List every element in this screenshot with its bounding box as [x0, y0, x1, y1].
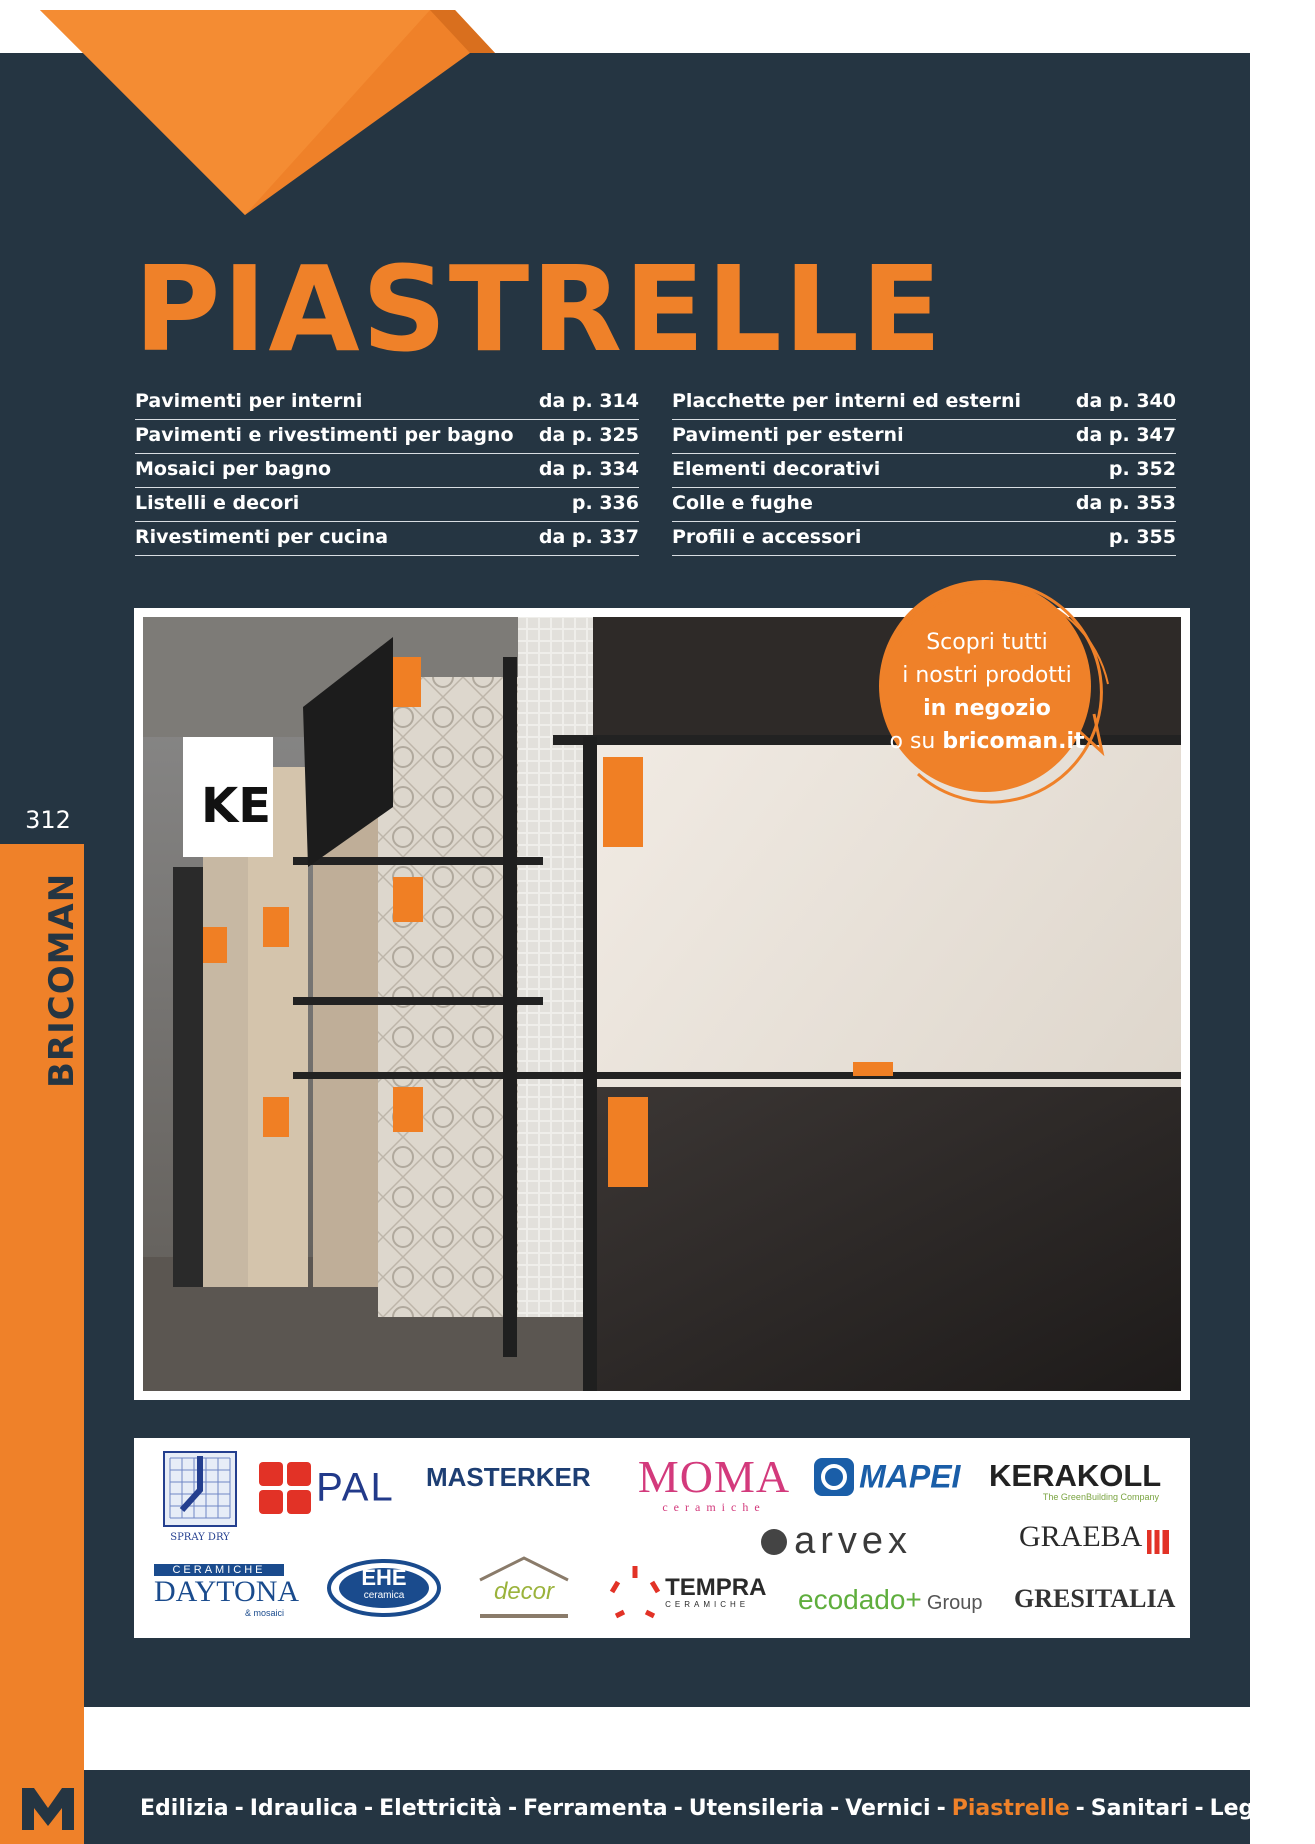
footer-link-idraulica[interactable]: Idraulica: [249, 1796, 358, 1821]
footer-link-ferramenta[interactable]: Ferramenta: [523, 1796, 668, 1821]
toc-row-rivestimenti-per-cucina[interactable]: [135, 524, 639, 556]
toc-page-ref: p. 336: [571, 492, 639, 514]
footer-separator: -: [508, 1796, 518, 1821]
logo-decor: decor: [474, 1554, 574, 1624]
footer-link-legnami[interactable]: Legnami: [1209, 1796, 1315, 1821]
logo-mapei: MAPEI: [814, 1458, 960, 1496]
toc-page-ref: da p. 314: [538, 390, 639, 412]
logo-spray-dry: SPRAY DRY: [162, 1450, 242, 1550]
logo-daytona: CERAMICHE DAYTONA & mosaici: [154, 1564, 300, 1618]
toc-label: Mosaici per bagno: [135, 458, 332, 480]
footer-separator: -: [364, 1796, 374, 1821]
website-link[interactable]: bricoman.it: [942, 729, 1085, 754]
toc-label: Colle e fughe: [672, 492, 813, 514]
toc-page-ref: da p. 334: [538, 458, 639, 480]
toc-page-ref: da p. 337: [538, 526, 639, 548]
promo-line-4: o su bricoman.it: [889, 729, 1085, 754]
page-title: PIASTRELLE: [134, 240, 944, 378]
logo-tempra: TEMPRA CERAMICHE: [610, 1564, 766, 1620]
footer-separator: -: [1194, 1796, 1204, 1821]
toc-row-mosaici-per-bagno[interactable]: [135, 456, 639, 488]
toc-page-ref: da p. 325: [538, 424, 639, 446]
toc-label: Elementi decorativi: [672, 458, 881, 480]
logo-gresitalia: GRESITALIA: [1014, 1584, 1176, 1613]
toc-row-placchette-per-interni-ed-esterni[interactable]: [672, 388, 1176, 420]
logo-ecodado: ecodado+ Group: [798, 1584, 983, 1615]
brand-logos-strip: [134, 1438, 1190, 1638]
logo-moma: MOMA ceramiche: [637, 1451, 791, 1514]
footer-link-edilizia[interactable]: Edilizia: [140, 1796, 229, 1821]
toc-right-column: [672, 388, 1176, 558]
logo-arvex: arvex: [759, 1520, 912, 1563]
promo-text: [858, 626, 1116, 758]
toc-label: Profili e accessori: [672, 526, 862, 548]
orange-triangle-decoration: [0, 0, 520, 230]
bricoman-m-logo: [20, 1786, 76, 1832]
footer-separator: -: [936, 1796, 946, 1821]
toc-label: Pavimenti e rivestimenti per bagno: [135, 424, 514, 446]
footer-separator: -: [234, 1796, 244, 1821]
footer-separator: -: [1075, 1796, 1085, 1821]
toc-label: Placchette per interni ed esterni: [672, 390, 1022, 412]
toc-page-ref: da p. 340: [1075, 390, 1176, 412]
toc-page-ref: da p. 353: [1075, 492, 1176, 514]
logo-pal: PAL: [259, 1462, 395, 1514]
footer-link-sanitari[interactable]: Sanitari: [1090, 1796, 1189, 1821]
footer-link-piastrelle[interactable]: Piastrelle: [951, 1796, 1070, 1821]
toc-row-pavimenti-per-interni[interactable]: [135, 388, 639, 420]
toc-row-colle-e-fughe[interactable]: [672, 490, 1176, 522]
footer-separator: -: [830, 1796, 840, 1821]
logo-kerakoll: KERAKOLL The GreenBuilding Company: [989, 1458, 1162, 1502]
toc-page-ref: p. 355: [1108, 526, 1176, 548]
footer-link-vernici[interactable]: Vernici: [845, 1796, 931, 1821]
toc-label: Pavimenti per interni: [135, 390, 363, 412]
toc-left-column: [135, 388, 639, 558]
logo-masterker: MASTERKER: [426, 1462, 591, 1492]
promo-line-3: in negozio: [923, 696, 1051, 721]
toc-label: Pavimenti per esterni: [672, 424, 904, 446]
toc-row-pavimenti-per-esterni[interactable]: [672, 422, 1176, 454]
photo-sign-text: KE: [201, 778, 271, 834]
toc-row-listelli-e-decori[interactable]: [135, 490, 639, 522]
footer-link-utensileria[interactable]: Utensileria: [688, 1796, 825, 1821]
logo-graeba: GRAEBA: [1019, 1520, 1169, 1556]
promo-line-1: Scopri tutti: [926, 630, 1048, 655]
toc-row-elementi-decorativi[interactable]: [672, 456, 1176, 488]
toc-page-ref: p. 352: [1108, 458, 1176, 480]
footer-link-elettricita[interactable]: Elettricità: [379, 1796, 502, 1821]
promo-line-2: i nostri prodotti: [902, 663, 1072, 688]
toc-row-profili-e-accessori[interactable]: [672, 524, 1176, 556]
page-number: 312: [25, 806, 71, 834]
toc-label: Listelli e decori: [135, 492, 300, 514]
toc-row-pavimenti-e-rivestimenti-per-bagno[interactable]: [135, 422, 639, 454]
toc-page-ref: da p. 347: [1075, 424, 1176, 446]
logo-ehe: EHE ceramica: [326, 1558, 442, 1618]
footer-separator: -: [673, 1796, 683, 1821]
toc-label: Rivestimenti per cucina: [135, 526, 389, 548]
brand-vertical-logo: BRICOMAN: [42, 872, 82, 1088]
footer-category-nav: [140, 1796, 1315, 1821]
